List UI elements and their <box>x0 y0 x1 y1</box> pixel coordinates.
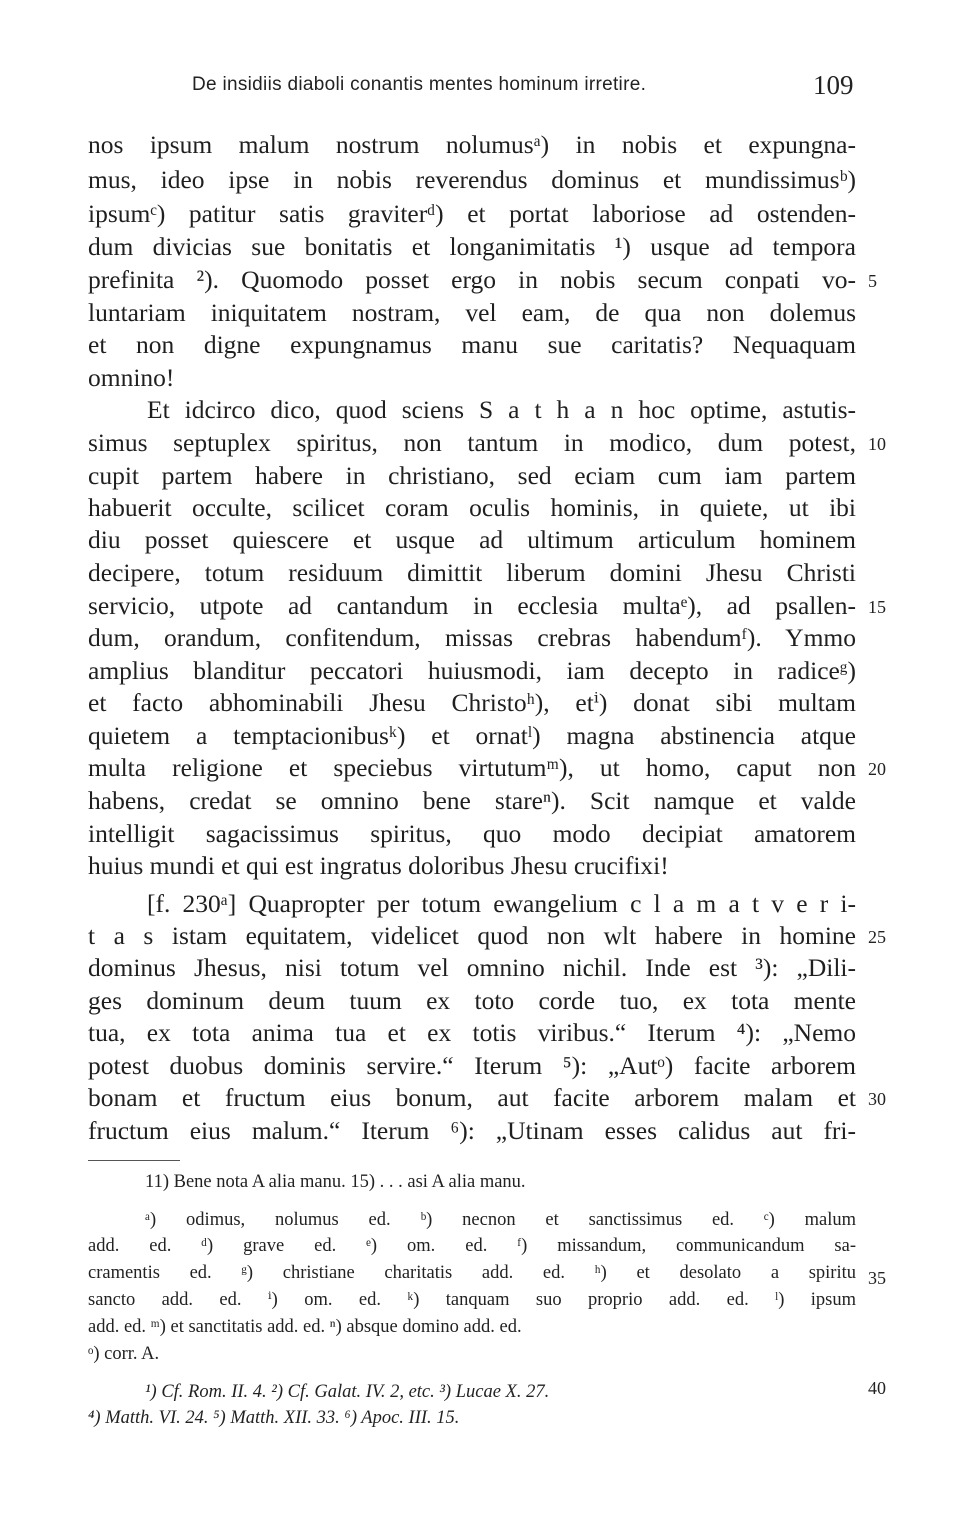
apparatus-line-2: add. ed. ᵈ) grave ed. ᵉ) om. ed. ᶠ) missandum, communicandum sa- <box>88 1236 856 1256</box>
text-line-29: potest duobus dominis servire.“ Iterum ⁵): „Autᵒ) facite arborem <box>88 1051 856 1080</box>
text-line-3: ipsumᶜ) patitur satis graviterᵈ) et portat laboriose ad ostenden- <box>88 199 856 228</box>
text-line-31: fructum eius malum.“ Iterum ⁶): „Utinam esses calidus aut fri- <box>88 1116 856 1145</box>
text-line-22: intelligit sagacissimus spiritus, quo modo decipiat amatorem <box>88 819 856 848</box>
apparatus-line-3: cramentis ed. ᵍ) christiane charitatis add. ed. ʰ) et desolato a spiritu <box>88 1263 856 1283</box>
text-line-24: [f. 230ᵃ] Quapropter per totum ewangelium c l a m a t v e r i- <box>147 889 856 918</box>
apparatus-line-1: ᵃ) odimus, nolumus ed. ᵇ) necnon et sanctissimus ed. ᶜ) malum <box>145 1210 856 1230</box>
text-line-23: huius mundi et qui est ingratus doloribus Jhesu crucifixi! <box>88 851 669 880</box>
text-line-6: luntariam iniquitatem nostram, vel eam, de qua non dolemus <box>88 298 856 327</box>
text-line-5: prefinita ²). Quomodo posset ergo in nobis secum conpati vo- <box>88 265 856 294</box>
line-number-15: 15 <box>868 597 886 617</box>
text-line-28: tua, ex tota anima tua et ex totis viribus.“ Iterum ⁴): „Nemo <box>88 1018 856 1047</box>
text-line-4: dum divicias sue bonitatis et longanimitatis ¹) usque ad tempora <box>88 232 856 261</box>
line-number-35: 35 <box>868 1268 886 1288</box>
text-line-19: quietem a temptacionibusᵏ) et ornatˡ) magna abstinencia atque <box>88 721 856 750</box>
text-line-10: simus septuplex spiritus, non tantum in modico, dum potest, <box>88 428 856 457</box>
text-line-30: bonam et fructum eius bonum, aut facite arborem malam et <box>88 1083 856 1112</box>
text-line-17: amplius blanditur peccatori huiusmodi, iam decepto in radiceᵍ) <box>88 656 856 685</box>
page-number: 109 <box>813 70 854 100</box>
text-line-8: omnino! <box>88 363 175 392</box>
line-number-20: 20 <box>868 759 886 779</box>
text-line-16: dum, orandum, confitendum, missas crebras habendumᶠ). Ymmo <box>88 623 856 652</box>
source-line-1: ¹) Cf. Rom. II. 4. ²) Cf. Galat. IV. 2, etc. ³) Lucae X. 27. <box>145 1382 550 1402</box>
apparatus-line-4: sancto add. ed. ⁱ) om. ed. ᵏ) tanquam suo proprio add. ed. ˡ) ipsum <box>88 1290 856 1310</box>
text-line-14: decipere, totum residuum dimittit liberum domini Jhesu Christi <box>88 558 856 587</box>
line-number-10: 10 <box>868 434 886 454</box>
text-line-25: t a s istam equitatem, videlicet quod non wlt habere in homine <box>88 921 856 950</box>
text-line-21: habens, credat se omnino bene stareⁿ). Scit namque et valde <box>88 786 856 815</box>
running-head: De insidiis diaboli conantis mentes hominum irretire. <box>192 74 647 95</box>
line-number-5: 5 <box>868 271 877 291</box>
apparatus-line-5: add. ed. ᵐ) et sanctitatis add. ed. ⁿ) absque domino add. ed. <box>88 1317 522 1337</box>
text-line-12: habuerit occulte, scilicet coram oculis hominis, in quiete, ut ibi <box>88 493 856 522</box>
text-line-13: diu posset quiescere et usque ad ultimum articulum hominem <box>88 525 856 554</box>
line-number-25: 25 <box>868 927 886 947</box>
text-line-7: et non digne expungnamus manu sue caritatis? Nequaquam <box>88 330 856 359</box>
text-line-2: mus, ideo ipse in nobis reverendus dominus et mundissimusᵇ) <box>88 165 856 194</box>
hand-notes: 11) Bene nota A alia manu. 15) . . . asi A alia manu. <box>145 1172 526 1192</box>
text-line-11: cupit partem habere in christiano, sed eciam cum iam partem <box>88 461 856 490</box>
text-line-9: Et idcirco dico, quod sciens S a t h a n hoc optime, astutis- <box>147 395 856 424</box>
line-number-40: 40 <box>868 1378 886 1398</box>
text-line-18: et facto abhominabili Jhesu Christoʰ), etⁱ) donat sibi multam <box>88 688 856 717</box>
source-line-2: ⁴) Matth. VI. 24. ⁵) Matth. XII. 33. ⁶) Apoc. III. 15. <box>88 1408 460 1428</box>
line-number-30: 30 <box>868 1089 886 1109</box>
apparatus-line-6: ᵒ) corr. A. <box>88 1344 160 1364</box>
text-line-27: ges dominum deum tuum ex toto corde tuo, ex tota mente <box>88 986 856 1015</box>
text-line-1: nos ipsum malum nostrum nolumusᵃ) in nobis et expungna- <box>88 130 856 159</box>
footnote-rule <box>88 1160 180 1161</box>
text-line-20: multa religione et speciebus virtutumᵐ), ut homo, caput non <box>88 753 856 782</box>
text-line-15: servicio, utpote ad cantandum in ecclesia multaᵉ), ad psallen- <box>88 591 856 620</box>
text-line-26: dominus Jhesus, nisi totum vel omnino nichil. Inde est ³): „Dili- <box>88 953 856 982</box>
